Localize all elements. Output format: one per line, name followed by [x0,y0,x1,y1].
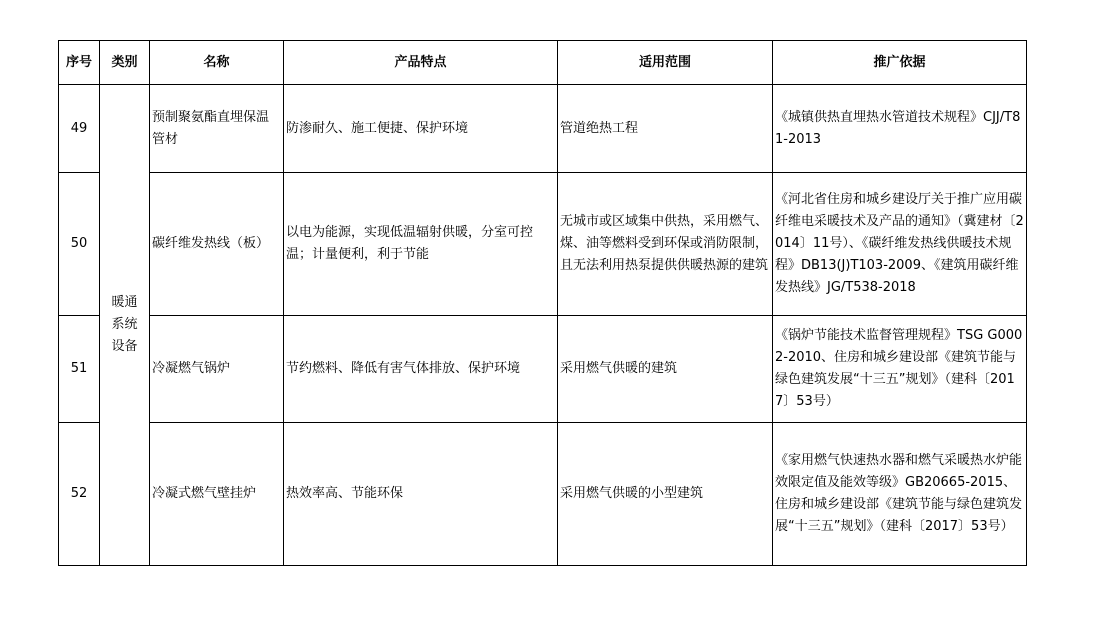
product-table [58,40,1027,566]
row-basis: 《锅炉节能技术监督管理规程》TSG G0002-2010、住房和城乡建设部《建筑节能与绿色建筑发展“十三五”规划》（建科〔2017〕53号） [773,316,1027,423]
table-header-row [59,41,1027,85]
table-row [59,423,1027,566]
row-features: 热效率高、节能环保 [284,423,558,566]
header-scope: 适用范围 [558,41,773,85]
category-label: 暖通系统设备 [111,295,138,354]
row-scope: 管道绝热工程 [558,85,773,173]
header-features: 产品特点 [284,41,558,85]
row-name: 预制聚氨酯直埋保温管材 [150,85,284,173]
header-basis: 推广依据 [773,41,1027,85]
table-row [59,85,1027,173]
row-name: 冷凝式燃气壁挂炉 [150,423,284,566]
row-no: 52 [59,423,100,566]
table-row [59,316,1027,423]
row-basis: 《家用燃气快速热水器和燃气采暖热水炉能效限定值及能效等级》GB20665-2015、住房和城乡建设部《建筑节能与绿色建筑发展“十三五”规划》（建科〔2017〕53号） [773,423,1027,566]
header-category: 类别 [100,41,150,85]
row-basis: 《河北省住房和城乡建设厅关于推广应用碳纤维电采暖技术及产品的通知》（冀建材〔2014〕11号）、《碳纤维发热线供暖技术规程》DB13(J)T103-2009、《建筑用碳纤维发热线》JG/T538-2018 [773,173,1027,316]
row-scope: 无城市或区域集中供热，采用燃气、煤、油等燃料受到环保或消防限制，且无法利用热泵提供供暖热源的建筑 [558,173,773,316]
header-name: 名称 [150,41,284,85]
row-features: 节约燃料、降低有害气体排放、保护环境 [284,316,558,423]
row-name: 碳纤维发热线（板） [150,173,284,316]
header-no: 序号 [59,41,100,85]
row-no: 49 [59,85,100,173]
table-row [59,173,1027,316]
row-no: 50 [59,173,100,316]
row-basis: 《城镇供热直埋热水管道技术规程》CJJ/T81-2013 [773,85,1027,173]
row-name: 冷凝燃气锅炉 [150,316,284,423]
row-no: 51 [59,316,100,423]
row-scope: 采用燃气供暖的小型建筑 [558,423,773,566]
row-scope: 采用燃气供暖的建筑 [558,316,773,423]
row-features: 以电为能源，实现低温辐射供暖，分室可控温；计量便利，利于节能 [284,173,558,316]
category-cell [100,85,150,566]
row-features: 防渗耐久、施工便捷、保护环境 [284,85,558,173]
